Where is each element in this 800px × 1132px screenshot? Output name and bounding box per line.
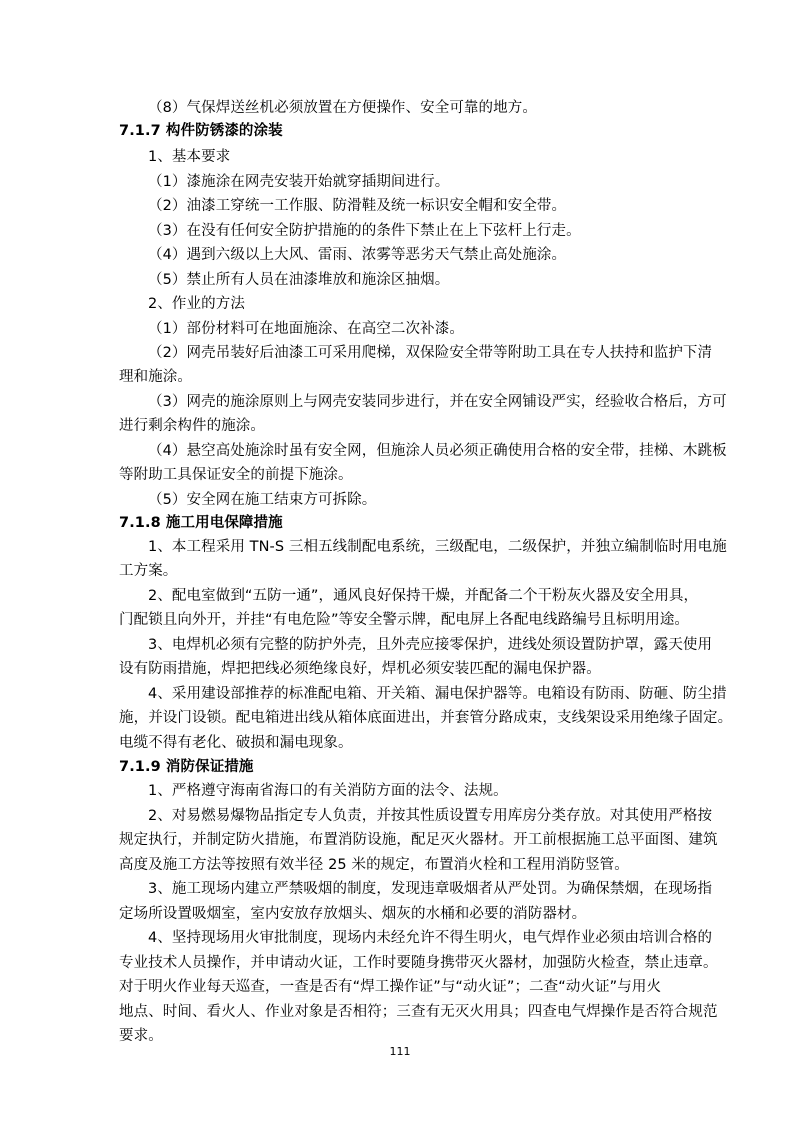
text-line: 1、本工程采用 TN-S 三相五线制配电系统，三级配电，二级保护，并独立编制临时用电施 bbox=[148, 539, 727, 555]
text-line: 进行剩余构件的施涂。 bbox=[119, 418, 265, 434]
text-line: （1）部份材料可在地面施涂、在高空二次补漆。 bbox=[148, 321, 464, 337]
text-line: 4、坚持现场用火审批制度，现场内未经允许不得生明火，电气焊作业必须由培训合格的 bbox=[148, 930, 713, 946]
page-number: 111 bbox=[389, 1045, 411, 1058]
text-line: 3、电焊机必须有完整的防护外壳，且外壳应接零保护，进线处须设置防护罩，露天使用 bbox=[148, 637, 713, 653]
text-line: 3、施工现场内建立严禁吸烟的制度，发现违章吸烟者从严处罚。为确保禁烟，在现场指 bbox=[148, 881, 713, 897]
text-line: 1、严格遵守海南省海口的有关消防方面的法令、法规。 bbox=[148, 783, 508, 799]
section-heading: 7.1.8 施工用电保障措施 bbox=[119, 515, 283, 531]
text-line: （4）遇到六级以上大风、雷雨、浓雾等恶劣天气禁止高处施涂。 bbox=[148, 247, 567, 263]
text-line: 地点、时间、看火人、作业对象是否相符；三查有无灭火用具；四查电气焊操作是否符合规范 bbox=[119, 1004, 718, 1020]
text-line: 理和施涂。 bbox=[119, 369, 192, 385]
text-line: （4）悬空高处施涂时虽有安全网，但施涂人员必须正确使用合格的安全带，挂梯、木跳板 bbox=[148, 443, 727, 459]
text-line: 专业技术人员操作，并申请动火证，工作时要随身携带灭火器材，加强防火检查，禁止违章。 bbox=[119, 955, 718, 971]
text-line: 1、基本要求 bbox=[148, 149, 231, 165]
text-line: 门配锁且向外开，并挂“有电危险”等安全警示牌，配电屏上各配电线路编号且标明用途。 bbox=[119, 612, 690, 628]
text-line: 设有防雨措施，焊把把线必须绝缘良好，焊机必须安装匹配的漏电保护器。 bbox=[119, 661, 601, 677]
text-line: 定场所设置吸烟室，室内安放存放烟头、烟灰的水桶和必要的消防器材。 bbox=[119, 906, 587, 922]
text-line: 高度及施工方法等按照有效半径 25 米的规定，布置消火栓和工程用消防竖管。 bbox=[119, 857, 629, 873]
text-line: （5）安全网在施工结束方可拆除。 bbox=[148, 492, 377, 508]
text-line: （3）在没有任何安全防护措施的的条件下禁止在上下弦杆上行走。 bbox=[148, 223, 581, 239]
text-line: 4、采用建设部推荐的标准配电箱、开关箱、漏电保护器等。电箱设有防雨、防砸、防尘措 bbox=[148, 686, 727, 702]
section-heading: 7.1.9 消防保证措施 bbox=[119, 759, 254, 775]
text-line: 规定执行，并制定防火措施，布置消防设施，配足灭火器材。开工前根据施工总平面图、建筑 bbox=[119, 832, 718, 848]
section-heading: 7.1.7 构件防锈漆的涂装 bbox=[119, 123, 283, 139]
text-line: （8）气保焊送丝机必须放置在方便操作、安全可靠的地方。 bbox=[148, 100, 537, 116]
text-line: 要求。 bbox=[119, 1028, 163, 1044]
text-line: （2）网壳吊装好后油漆工可采用爬梯，双保险安全带等附助工具在专人扶持和监护下清 bbox=[148, 345, 713, 361]
text-line: （3）网壳的施涂原则上与网壳安装同步进行，并在安全网铺设严实，经验收合格后，方可 bbox=[148, 394, 727, 410]
text-line: 电缆不得有老化、破损和漏电现象。 bbox=[119, 735, 353, 751]
text-line: 2、对易燃易爆物品指定专人负责，并按其性质设置专用库房分类存放。对其使用严格按 bbox=[148, 808, 713, 824]
text-line: 施，并设门设锁。配电箱进出线从箱体底面进出，并套管分路成束，支线架设采用绝缘子固定。 bbox=[119, 710, 733, 726]
text-line: 对于明火作业每天巡查，一查是否有“焊工操作证”与“动火证”；二查“动火证”与用火 bbox=[119, 979, 662, 995]
text-line: （2）油漆工穿统一工作服、防滑鞋及统一标识安全帽和安全带。 bbox=[148, 198, 567, 214]
text-line: （5）禁止所有人员在油漆堆放和施涂区抽烟。 bbox=[148, 272, 450, 288]
text-line: 等附助工具保证安全的前提下施涂。 bbox=[119, 467, 353, 483]
text-line: （1）漆施涂在网壳安装开始就穿插期间进行。 bbox=[148, 174, 450, 190]
text-line: 2、配电室做到“五防一通”，通风良好保持干燥，并配备二个干粉灰火器及安全用具， bbox=[148, 588, 699, 604]
text-line: 2、作业的方法 bbox=[148, 296, 245, 312]
text-line: 工方案。 bbox=[119, 563, 178, 579]
